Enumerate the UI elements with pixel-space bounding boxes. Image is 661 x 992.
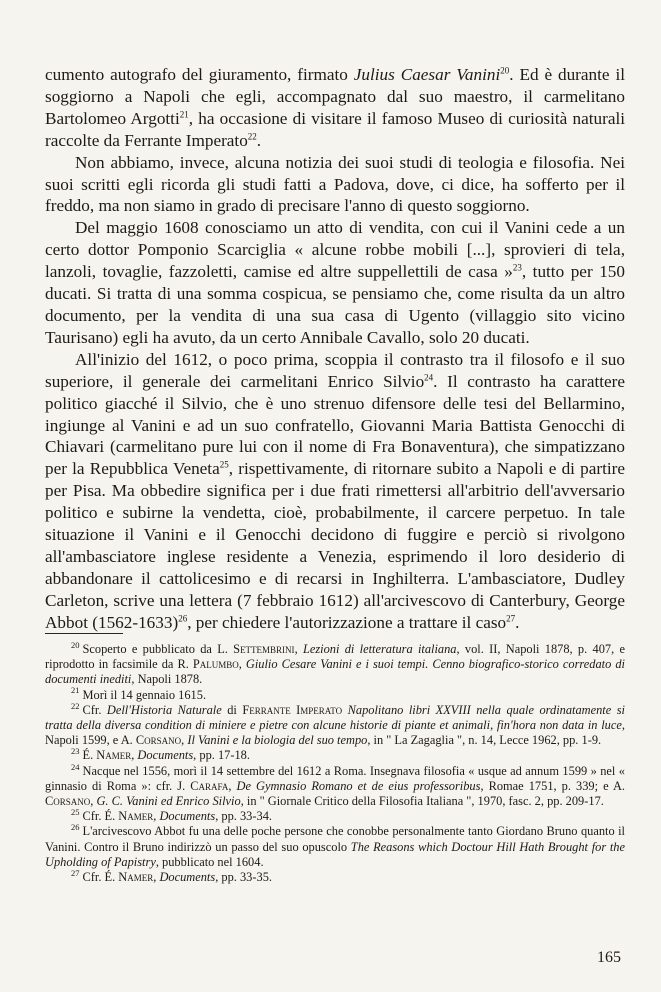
- footnote-22: [45, 700, 625, 749]
- text-run: L'arcivescovo Abbot fu una delle poche persone che conobbe personalmente tanto Giordano Bruno quanto il Vanini. Contro il Bruno indirizzò un passo del suo opuscolo: [45, 824, 625, 854]
- text-run: ,: [153, 809, 160, 824]
- footnote-number: 23: [71, 746, 80, 757]
- work-title: Napolitano libri XXVIII nella quale ordinatamente si tratta della diversa condition di miniere e pietre con alcune historie di piante et animali, fin'hora non data in luce: [45, 702, 625, 733]
- footnote-26: [45, 824, 625, 870]
- paragraph-3: [45, 217, 625, 348]
- footnote-ref-22[interactable]: 22: [247, 130, 257, 141]
- footnote-number: 21: [71, 685, 80, 696]
- author-name: Namer: [96, 748, 132, 763]
- text-run: , Napoli 1599, e A.: [45, 718, 625, 748]
- author-name: Namer: [118, 870, 154, 885]
- work-title: Documents: [137, 748, 194, 763]
- text-run: ,: [153, 870, 160, 885]
- main-text: [45, 64, 625, 634]
- footnote-20: [45, 639, 625, 688]
- footnote-24: [45, 761, 625, 810]
- author-name: Carafa: [190, 778, 229, 793]
- footnote-ref-21[interactable]: 21: [179, 109, 189, 120]
- paragraph-4: [45, 349, 625, 634]
- text-run: , ha occasione di visitare il famoso Museo di curiosità naturali raccolte da Ferrante Imperato: [45, 108, 625, 150]
- work-title: Il Vanini e la biologia del suo tempo: [187, 733, 368, 748]
- italic-run: Julius Caesar Vanini: [353, 65, 501, 84]
- footnote-number: 24: [71, 761, 80, 772]
- footnote-number: 27: [71, 867, 80, 878]
- text-run: Cfr.: [82, 702, 107, 717]
- text-run: , pp. 17-18.: [193, 748, 250, 763]
- footnote-number: 26: [71, 822, 80, 833]
- text-run: ,: [238, 657, 246, 672]
- text-run: , in " La Zagaglia ", n. 14, Lecce 1962, pp. 1-9.: [367, 733, 602, 748]
- text-run: , in " Giornale Critico della Filosofia Italiana ", 1970, fasc. 2, pp. 209-17.: [240, 794, 604, 809]
- footnote-21: [45, 685, 625, 703]
- footnote-ref-20[interactable]: 20: [500, 65, 510, 76]
- text-run: ,: [90, 794, 97, 809]
- text-run: Cfr. É.: [82, 870, 119, 885]
- footnote-number: 25: [71, 807, 80, 818]
- text-run: . Ed è durante il soggiorno a Napoli che egli, accompagnato dal suo maestro, il carmelitano Bartolomeo Argotti: [45, 65, 625, 128]
- footnote-ref-23[interactable]: 23: [512, 262, 522, 273]
- author-name: Corsano: [135, 733, 182, 748]
- author-name: Corsano: [45, 794, 91, 809]
- text-run: ,: [181, 733, 188, 748]
- work-title: G. C. Vanini ed Enrico Silvio: [96, 794, 241, 809]
- footnote-27: [45, 867, 625, 885]
- text-run: Non abbiamo, invece, alcuna notizia dei suoi studi di teologia e filosofia. Nei suoi scritti egli ricorda gli studi fatti a Padova, dove, ci dice, ha sofferto per il freddo, ma non siamo in grado di precisare l'anno di questo soggiorno.: [45, 152, 625, 216]
- author-name: Namer: [118, 809, 154, 824]
- work-title: The Reasons which Doctour Hill Hath Brought for the Upholding of Papistry: [45, 839, 625, 869]
- footnote-ref-24[interactable]: 24: [424, 371, 434, 382]
- work-title: Lezioni di letteratura italiana: [302, 642, 457, 656]
- text-run: Nacque nel 1556, morì il 14 settembre del 1612 a Roma. Insegnava filosofia « usque ad annum 1599 » nel « ginnasio di Roma »: cfr. J.: [45, 763, 625, 793]
- text-run: ,: [228, 778, 237, 793]
- work-title: Giulio Cesare Vanini e i suoi tempi. Cenno biografico-storico corredato di documenti inediti: [45, 657, 625, 687]
- footnote-separator: [45, 633, 123, 634]
- work-title: De Gymnasio Romano et de eius professoribus: [236, 778, 481, 793]
- text-run: , rispettivamente, di ritornare subito a Napoli e di partire per Pisa. Ma obbedire significa per i due frati rimettersi all'arbitrio dell'avversario politico e subirne la vendetta, cioè, probabilmente, il carcere perpetuo. In tale situazione il Vanini e il Genocchi decidono di fuggire e perciò si rivolgono all'ambasciatore inglese residente a Venezia, esprimendo il loro desiderio di abbandonare il cattolicesimo e di recarsi in Inghilterra. L'ambasciatore, Dudley Carleton, scrive una lettera (7 febbraio 1612) all'arcivescovo di Canterbury, George Abbot (1562-1633): [45, 459, 625, 632]
- text-run: , Romae 1751, p. 339; e A.: [480, 778, 625, 793]
- text-run: . Il contrasto ha carattere politico giacché il Silvio, che è uno strenuo difensore delle tesi del Bellarmino, ingiunge al Vanini e ad un suo confratello, Giovanni Maria Battista Genocchi di Chiavari (carmelitano pure lui con il nome di Fra Bonaventura), che simpatizzano per la Repubblica Veneta: [45, 371, 625, 479]
- paragraph-2: [45, 152, 625, 218]
- footnote-ref-25[interactable]: 25: [219, 459, 229, 470]
- author-name: Palumbo: [192, 657, 239, 672]
- work-title: Dell'Historia Naturale: [106, 702, 222, 717]
- text-run: , pubblicato nel 1604.: [155, 854, 264, 869]
- work-title: Documents: [159, 870, 216, 885]
- text-run: , tutto per 150 ducati. Si tratta di una somma cospicua, se pensiamo che, come risulta da un altro documento, per la vendita di una sua casa di Ugento (villaggio sito vicino Taurisano) egli ha avuto, da un certo Annibale Cavallo, solo 20 ducati.: [45, 262, 625, 347]
- work-title: Documents: [159, 809, 216, 824]
- text-run: ,: [131, 748, 138, 763]
- text-run: Scoperto e pubblicato da L.: [82, 642, 234, 656]
- text-run: Morì il 14 gennaio 1615.: [82, 687, 207, 702]
- author-name: Ferrante Imperato: [242, 702, 343, 717]
- paragraph-1: [45, 64, 625, 152]
- text-run: cumento autografo del giuramento, firmato: [45, 65, 354, 84]
- footnote-23: [45, 748, 625, 763]
- text-run: , pp. 33-34.: [215, 809, 272, 824]
- text-run: , per chiedere l'autorizzazione a trattare il caso: [187, 612, 507, 632]
- text-run: , pp. 33-35.: [215, 870, 272, 885]
- text-run: , Napoli 1878.: [131, 672, 203, 687]
- footnotes: [45, 639, 625, 885]
- text-run: Del maggio 1608 conosciamo un atto di vendita, con cui il Vanini cede a un certo dottor Pomponio Scarciglia « alcune robbe mobili [...], sprovieri di tela, lanzoli, tovaglie, fazzoletti, camise ed altre suppellettili de casa »: [45, 218, 625, 282]
- footnote-25: [45, 809, 625, 824]
- text-run: di: [221, 702, 243, 717]
- text-run: É.: [82, 748, 97, 763]
- text-run: .: [256, 130, 262, 150]
- footnote-ref-26[interactable]: 26: [178, 612, 188, 623]
- text-run: ,: [294, 642, 303, 656]
- footnote-ref-27[interactable]: 27: [506, 612, 516, 623]
- footnote-number: 20: [71, 639, 80, 650]
- text-run: , vol. II, Napoli 1878, p. 407, e riprodotto in facsimile da R.: [45, 642, 625, 672]
- author-name: Settembrini: [233, 642, 295, 656]
- footnote-number: 22: [71, 700, 80, 711]
- text-run: .: [515, 612, 520, 632]
- text-run: Cfr. É.: [82, 809, 119, 824]
- page-number: 165: [597, 949, 621, 966]
- text-run: All'inizio del 1612, o poco prima, scoppia il contrasto tra il filosofo e il suo superiore, il generale dei carmelitani Enrico Silvio: [45, 349, 625, 391]
